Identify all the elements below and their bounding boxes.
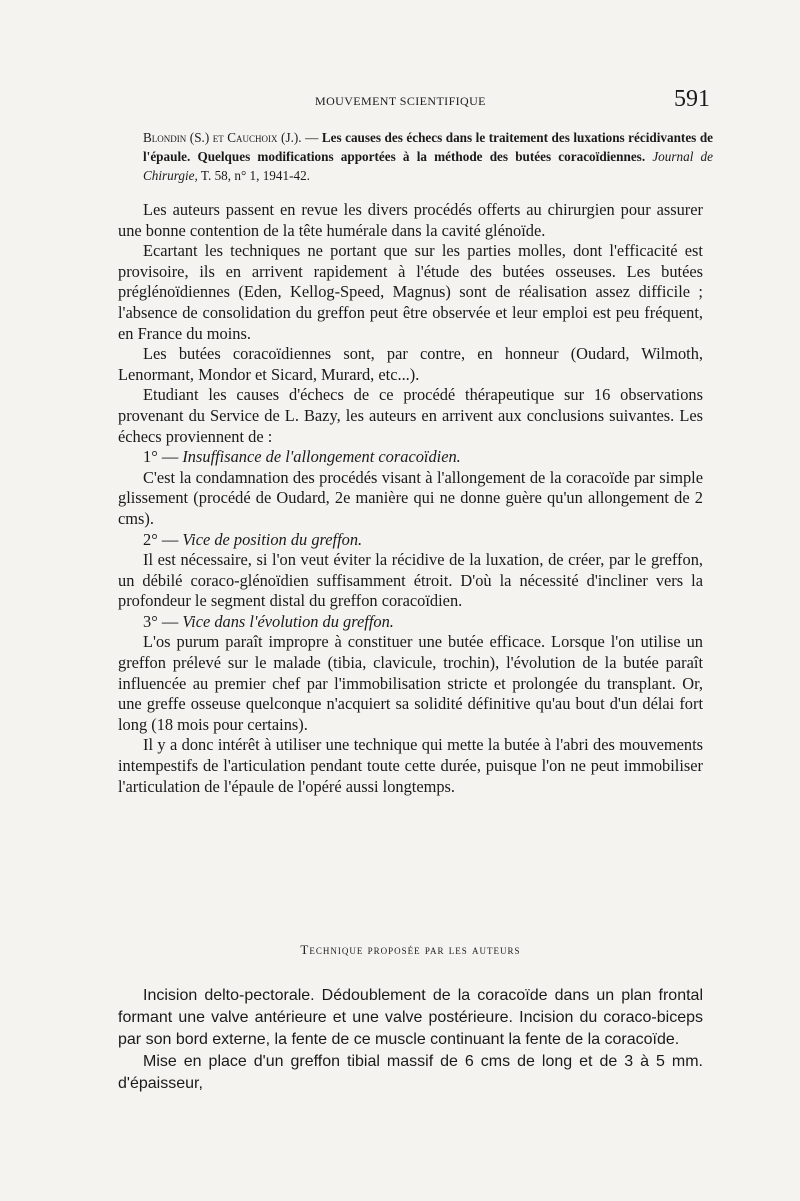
item-number: 1° — xyxy=(143,447,183,467)
reference-title: Les causes des échecs dans le traitement des luxations récidivantes de l'épaule. Quelques modifications apportées à la méthode des butées coracoïdiennes. xyxy=(143,130,714,164)
article-body xyxy=(118,200,703,797)
paragraph: Les butées coracoïdiennes sont, par contre, en honneur (Oudard, Wilmoth, Lenormant, Mondor et Sicard, Murard, etc...). xyxy=(118,344,703,384)
item-text: Vice dans l'évolution du greffon. xyxy=(182,611,394,631)
paragraph: Ecartant les techniques ne portant que sur les parties molles, dont l'efficacité est provisoire, ils en arrivent rapidement à l'étude des butées osseuses. Les butées préglénoïdiennes (Eden, Kellog-Speed, Magnus) sont de réalisation assez difficile ; l'absence de consolidation du greffon peut être observée et leur emploi est peu fréquent, en France du moins. xyxy=(118,241,703,343)
reference-citation: T. 58, n° 1, 1941-42. xyxy=(197,168,310,183)
paragraph: Incision delto-pectorale. Dédoublement de la coracoïde dans un plan frontal formant une valve antérieure et une valve postérieure. Incision du coraco-biceps par son bord externe, la fente de ce muscle continuant la fente de la coracoïde. xyxy=(118,987,703,1048)
paragraph: Etudiant les causes d'échecs de ce procédé thérapeutique sur 16 observations provenant du Service de L. Bazy, les auteurs en arrivent aux conclusions suivantes. Les échecs proviennent de : xyxy=(118,385,703,446)
reference-authors: Blondin (S.) et Cauchoix (J.). xyxy=(143,130,302,145)
paragraph: Mise en place d'un greffon tibial massif de 6 cms de long et de 3 à 5 mm. d'épaisseur, xyxy=(118,1053,703,1092)
page-number: 591 xyxy=(674,86,710,112)
item-number: 3° — xyxy=(143,611,183,631)
list-item-2 xyxy=(118,530,703,551)
list-item-3 xyxy=(118,612,703,633)
bibliographic-reference xyxy=(143,128,713,185)
section-heading: Technique proposée par les auteurs xyxy=(300,942,521,957)
paragraph: Les auteurs passent en revue les divers procédés offerts au chirurgien pour assurer une bonne contention de la tête humérale dans la cavité glénoïde. xyxy=(118,200,703,240)
running-head: MOUVEMENT SCIENTIFIQUE xyxy=(315,94,486,108)
paragraph: C'est la condamnation des procédés visant à l'allongement de la coracoïde par simple glissement (procédé de Oudard, 2e manière qui ne donne guère qu'un allongement de 2 cms). xyxy=(118,467,703,528)
reference-journal: Journal de Chirurgie, xyxy=(143,149,713,183)
section-body xyxy=(118,985,703,1095)
paragraph: L'os purum paraît impropre à constituer une butée efficace. Lorsque l'on utilise un greffon prélevé sur le malade (tibia, clavicule, trochin), l'évolution de la butée paraît influencée au premier chef par l'immobilisation stricte et prolongée du transplant. Or, une greffe osseuse quelconque n'acquiert sa solidité définitive qu'au bout d'un délai fort long (18 mois pour certains). xyxy=(118,632,703,734)
page-header xyxy=(120,86,710,116)
item-text: Insuffisance de l'allongement coracoïdien. xyxy=(182,447,461,467)
item-text: Vice de position du greffon. xyxy=(182,529,363,549)
paragraph: Il y a donc intérêt à utiliser une technique qui mette la butée à l'abri des mouvements intempestifs de l'articulation pendant toute cette durée, puisque l'on ne peut immobiliser l'articulation de l'épaule de l'opéré aussi longtemps. xyxy=(118,735,703,796)
item-number: 2° — xyxy=(143,529,183,549)
list-item-1 xyxy=(118,447,703,468)
reference-dash: — xyxy=(301,130,322,145)
paragraph: Il est nécessaire, si l'on veut éviter la récidive de la luxation, de créer, par le greffon, un débilé coraco-glénoïdien suffisamment étroit. D'où la nécessité d'incliner vers la profondeur le segment distal du greffon coracoïdien. xyxy=(118,550,703,611)
